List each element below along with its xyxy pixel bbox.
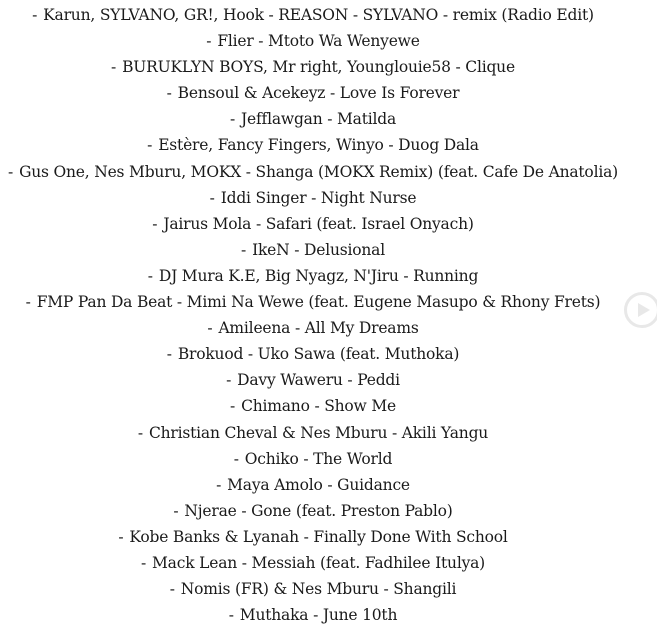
bullet-dash: - [226, 371, 232, 390]
track-title: Njerae - Gone (feat. Preston Pablo) [184, 501, 453, 520]
bullet-dash: - [147, 136, 153, 155]
bullet-dash: - [8, 162, 14, 181]
track-title: IkeN - Delusional [252, 240, 385, 259]
track-item [0, 237, 626, 263]
bullet-dash: - [169, 580, 175, 599]
track-title: DJ Mura K.E, Big Nyagz, N'Jiru - Running [158, 266, 479, 285]
track-title: Maya Amolo - Guidance [227, 475, 410, 494]
bullet-dash: - [166, 345, 172, 364]
track-title: Ochiko - The World [244, 449, 393, 468]
track-title: Mack Lean - Messiah (feat. Fadhilee Itulya) [152, 553, 486, 572]
track-title: Amileena - All My Dreams [218, 319, 419, 338]
bullet-dash: - [111, 58, 117, 77]
track-title: Nomis (FR) & Nes Mburu - Shangili [180, 580, 457, 599]
track-title: Karun, SYLVANO, GR!, Hook - REASON - SYLVANO - remix (Radio Edit) [43, 6, 594, 24]
bullet-dash: - [166, 84, 172, 103]
track-item [0, 80, 626, 106]
bullet-dash: - [206, 32, 212, 51]
bullet-dash: - [230, 397, 236, 416]
track-title: Bensoul & Acekeyz - Love Is Forever [177, 84, 460, 103]
track-item [0, 28, 626, 54]
track-list [0, 2, 626, 628]
track-title: Kobe Banks & Lyanah - Finally Done With School [129, 527, 508, 546]
track-item [0, 289, 626, 315]
track-item [0, 185, 626, 211]
bullet-dash: - [32, 6, 38, 24]
track-item [0, 263, 626, 289]
track-item [0, 393, 626, 419]
track-item [0, 367, 626, 393]
track-item [0, 54, 626, 80]
track-item [0, 420, 626, 446]
track-title: Davy Waweru - Peddi [237, 371, 400, 390]
track-item [0, 132, 626, 158]
track-item [0, 106, 626, 132]
track-title: Muthaka - June 10th [239, 606, 398, 625]
track-item [0, 550, 626, 576]
track-title: BURUKLYN BOYS, Mr right, Younglouie58 - Clique [122, 58, 515, 77]
track-title: Flier - Mtoto Wa Wenyewe [217, 32, 420, 51]
bullet-dash: - [173, 501, 179, 520]
track-title: Chimano - Show Me [241, 397, 396, 416]
bullet-dash: - [216, 475, 222, 494]
track-title: Estère, Fancy Fingers, Winyo - Duog Dala [158, 136, 479, 155]
track-title: Iddi Singer - Night Nurse [220, 188, 417, 207]
bullet-dash: - [140, 553, 147, 572]
play-button[interactable] [624, 292, 657, 328]
bullet-dash: - [25, 293, 31, 312]
track-title: Jairus Mola - Safari (feat. Israel Onyach) [163, 214, 474, 233]
track-item [0, 498, 626, 524]
track-item [0, 211, 626, 237]
track-item [0, 602, 626, 628]
track-item [0, 315, 626, 341]
track-title: Brokuod - Uko Sawa (feat. Muthoka) [177, 345, 460, 364]
bullet-dash: - [207, 319, 213, 338]
bullet-dash: - [152, 214, 158, 233]
bullet-dash: - [229, 110, 236, 129]
bullet-dash: - [137, 423, 143, 442]
track-item [0, 524, 626, 550]
track-title: Christian Cheval & Nes Mburu - Akili Yangu [148, 423, 489, 442]
track-item [0, 576, 626, 602]
track-item [0, 159, 626, 185]
track-title: FMP Pan Da Beat - Mimi Na Wewe (feat. Eugene Masupo & Rhony Frets) [36, 293, 601, 312]
track-item [0, 2, 626, 28]
play-icon [637, 302, 651, 318]
bullet-dash: - [228, 606, 234, 625]
bullet-dash: - [147, 266, 153, 285]
track-item [0, 446, 626, 472]
bullet-dash: - [233, 449, 239, 468]
bullet-dash: - [209, 188, 215, 207]
bullet-dash: - [118, 527, 124, 546]
track-title: Jefflawgan - Matilda [241, 110, 397, 129]
track-title: Gus One, Nes Mburu, MOKX - Shanga (MOKX Remix) (feat. Cafe De Anatolia) [19, 162, 618, 181]
track-item [0, 472, 626, 498]
bullet-dash: - [241, 240, 247, 259]
track-item [0, 341, 626, 367]
